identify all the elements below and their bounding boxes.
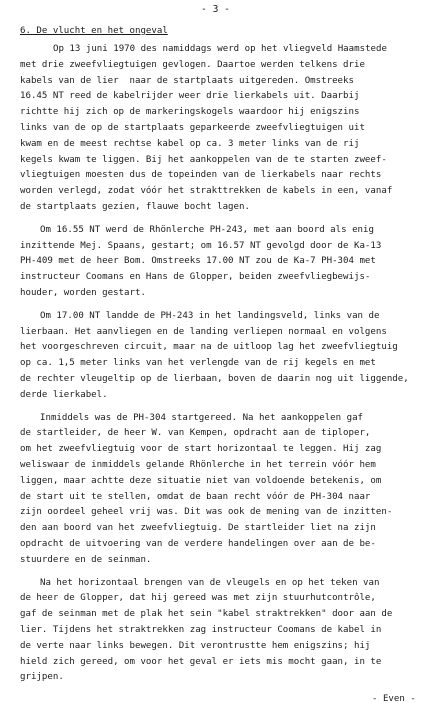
text-line: houder, worden gestart.	[20, 288, 146, 298]
text-line: PH-409 met de heer Bom. Omstreeks 17.00 NT zou de Ka-7 PH-304 met	[20, 256, 376, 267]
text-line: om het zweefvliegtuig voor de start horizontaal te leggen. Hij zag	[20, 444, 382, 455]
text-line: met drie zweefvliegtuigen gevlogen. Daartoe werden telkens drie	[20, 59, 365, 70]
text-line: den aan boord van het zweefvliegtuig. De startleider liet na zijn	[20, 523, 376, 534]
text-line: gaf de seinman met de plak het sein "kabel straktrekken" door aan de	[20, 609, 393, 620]
text-line: weliswaar de inmiddels gelande Rhönlerche in het terrein vóór hem	[20, 460, 376, 470]
text-line: instructeur Coomans en Hans de Glopper, beiden zweefvliegbewijs-	[20, 272, 371, 283]
text-line: grijpen.	[20, 672, 64, 683]
text-line: de rechter vleugeltip op de lierbaan, boven de daarin nog uit liggende,	[20, 374, 409, 384]
page-number: - 3 -	[201, 4, 230, 15]
text-line: links van de op de startplaats geparkeerde zweefvliegtuigen uit	[20, 123, 365, 133]
text-line: de verte naar links bewegen. Dit verontrustte hem enigszins; hij	[20, 640, 371, 651]
text-line: Om 17.00 NT landde de PH-243 in het landingsveld, links van de	[40, 310, 380, 321]
text-line: op ca. 1,5 meter links van het verlengde van de rij kegels en met	[20, 358, 376, 369]
text-line: Inmiddels was de PH-304 startgereed. Na het aankoppelen gaf	[40, 412, 364, 423]
text-line: stuurdere en de seinman.	[20, 554, 152, 565]
text-line: Na het horizontaal brengen van de vleugels en op het teken van	[40, 577, 380, 588]
text-line: opdracht de uitvoering van de verdere handelingen over aan de be-	[20, 539, 376, 549]
text-line: kwam en de meest rechtse kabel op ca. 3 meter links van de rij	[20, 138, 360, 149]
text-line: de start uit te stellen, omdat de baan recht vóór de PH-304 naar	[20, 491, 371, 502]
text-line: kegels kwam te liggen. Bij het aankoppelen van de te starten zweef-	[20, 154, 387, 165]
text-line: kabels van de lier naar de startplaats uitgereden. Omstreeks	[20, 75, 354, 86]
text-line: hield zich gereed, om voor het geval er iets mis mocht gaan, in te	[20, 656, 382, 667]
text-line: lier. Tijdens het straktrekken zag instructeur Coomans de kabel in	[20, 625, 382, 635]
text-line: worden verlegd, zodat vóór het strakttrekken de kabels in een, vanaf	[20, 186, 393, 197]
text-line: het voorgeschreven circuit, maar na de uitloop lag het zweefvliegtuig	[20, 342, 398, 353]
text-line: 16.45 NT reed de kabelrijder weer drie lierkabels uit. Daarbij	[20, 91, 360, 102]
text-line: de heer de Glopper, dat hij gereed was met zijn stuurhutcontrôle,	[20, 593, 376, 604]
text-line: richtte hij zich op de markeringskogels waardoor hij enigszins	[20, 107, 360, 118]
text-line: Om 16.55 NT werd de Rhönlerche PH-243, met aan boord als enig	[40, 224, 374, 235]
text-line: inzittende Mej. Spaans, gestart; om 16.57 NT gevolgd door de Ka-13	[20, 240, 382, 251]
text-line: derde lierkabel.	[20, 389, 108, 400]
section-heading: 6. De vlucht en het ongeval	[20, 26, 168, 36]
text-line: vliegtuigen moesten dus de topeinden van de lierkabels naar rechts	[20, 170, 382, 181]
text-line: Op 13 juni 1970 des namiddags werd op het vliegveld Haamstede	[53, 44, 387, 54]
text-line: lierbaan. Het aanvliegen en de landing verliepen normaal en volgens	[20, 326, 387, 337]
text-line: de startleider, de heer W. van Kempen, opdracht aan de tiploper,	[20, 428, 371, 439]
continuation-marker: - Even -	[372, 694, 416, 705]
text-line: liggen, maar achtte deze situatie niet van voldoende betekenis, om	[20, 475, 382, 486]
text-line: zijn oordeel geheel vrij was. Dit was ook de mening van de inzitten-	[20, 507, 393, 518]
text-line: de startplaats gezien, flauwe bocht lagen.	[20, 202, 250, 212]
